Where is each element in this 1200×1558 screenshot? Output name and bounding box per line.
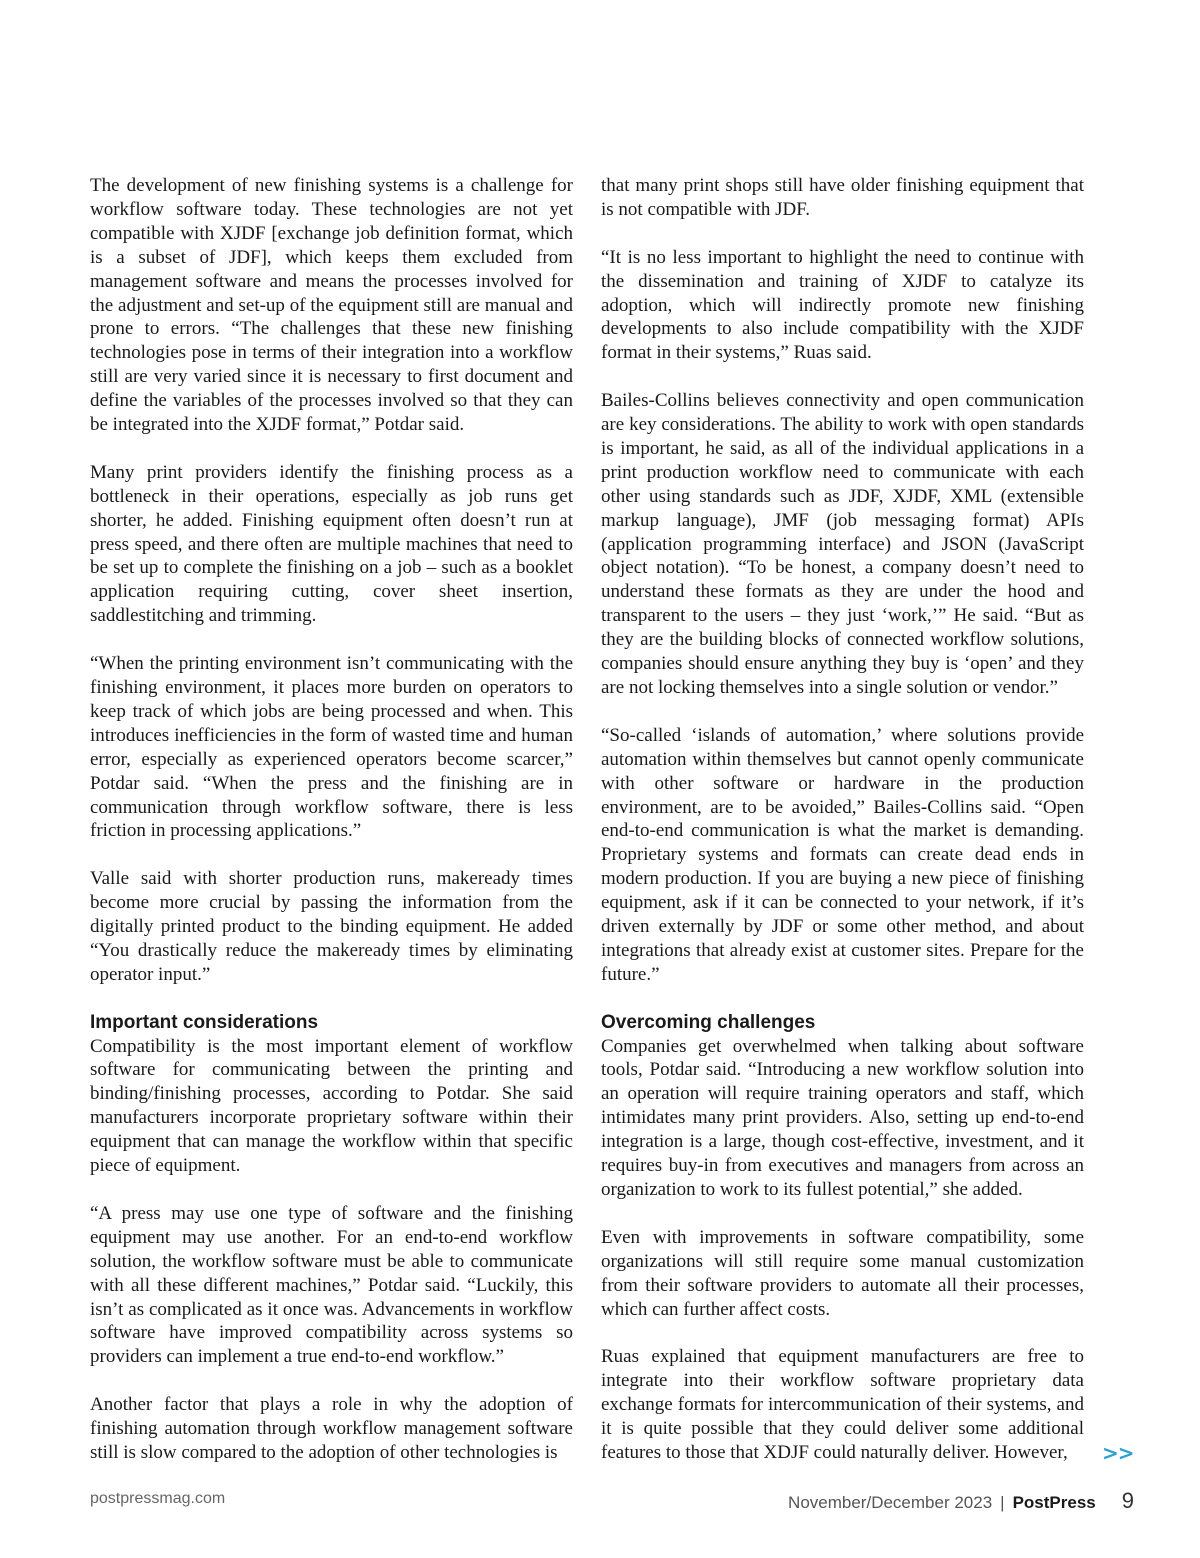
body-paragraph: Valle said with shorter production runs, makeready times become more crucial by passing the information from the digitally printed product to the binding equipment. He added “You drastically reduce the makeready times by eliminating operator input.” (90, 868, 573, 985)
footer-website: postpressmag.com (90, 1490, 226, 1507)
body-paragraph: Companies get overwhelmed when talking about software tools, Potdar said. “Introducing a new workflow solution into an operation will require training operators and staff, which intimidates many print providers. Also, setting up end-to-end integration is a large, though cost-effective, investment, and it requires buy-in from executives and managers from across an organization to work to its fullest potential,” she added. (601, 1035, 1084, 1200)
body-paragraph: “It is no less important to highlight the need to continue with the dissemination and training of XJDF to catalyze its adoption, which will indirectly promote new finishing developments to also include compatibility with the XJDF format in their systems,” Ruas said. (601, 246, 1084, 364)
body-paragraph: Many print providers identify the finishing process as a bottleneck in their operations, especially as job runs get shorter, he added. Finishing equipment often doesn’t run at press speed, and there often are multiple machines that need to be set up to complete the finishing on a job – such as a booklet application requiring cutting, cover sheet insertion, saddlestitching and trimming. (90, 461, 573, 627)
body-paragraph: that many print shops still have older finishing equipment that is not compatible with JDF. (601, 175, 1084, 220)
body-paragraph: Another factor that plays a role in why the adoption of finishing automation through workflow management software still is slow compared to the adoption of other technologies is (90, 1394, 573, 1463)
section-heading-overcoming-challenges: Overcoming challenges (601, 1011, 816, 1033)
continue-arrow-icon: >> (1102, 1441, 1134, 1465)
footer-issue-info (788, 1488, 1134, 1514)
footer-publication: PostPress (1012, 1493, 1096, 1512)
body-paragraph: Bailes-Collins believes connectivity and open communication are key considerations. The ability to work with open standards is important, he said, as all of the individual applications in a print production workflow need to communicate with each other using standards such as JDF, XJDF, XML (extensible markup language), JMF (job messaging format) APIs (application programming interface) and JSON (JavaScript object notation). “To be honest, a company doesn’t need to understand these formats as they are under the hood and transparent to the users – they just ‘work,’” He said. “But as they are the building blocks of connected workflow solutions, companies should ensure anything they buy is ‘open’ and they are not locking themselves into a single solution or vendor.” (601, 390, 1084, 698)
footer-separator: | (1000, 1493, 1005, 1512)
footer-issue-date: November/December 2023 (788, 1493, 993, 1512)
body-paragraph: “When the printing environment isn’t communicating with the finishing environment, it places more burden on operators to keep track of which jobs are being processed and when. This introduces inefficiencies in the form of wasted time and human error, especially as experienced operators become scarcer,” Potdar said. “When the press and the finishing are in communication through workflow software, there is less friction in processing applications.” (90, 653, 573, 842)
page-number: 9 (1121, 1488, 1134, 1513)
section-heading-important-considerations: Important considerations (90, 1011, 319, 1033)
body-paragraph: “So-called ‘islands of automation,’ where solutions provide automation within themselves but cannot openly communicate with other software or hardware in the production environment, are to be avoided,” Bailes-Collins said. “Open end-to-end communication is what the market is demanding. Proprietary systems and formats can create dead ends in modern production. If you are buying a new piece of finishing equipment, ask if it can be connected to your network, if it’s driven externally by JDF or some other method, and about integrations that already exist at customer sites. Prepare for the future.” (601, 724, 1084, 985)
body-paragraph: Even with improvements in software compatibility, some organizations will still require some manual customization from their software providers to automate all their processes, which can further affect costs. (601, 1226, 1084, 1320)
body-paragraph: Ruas explained that equipment manufacturers are free to integrate into their workflow software proprietary data exchange formats for intercommunication of their systems, and it is quite possible that they could deliver some additional features to those that XDJF could naturally deliver. However, (601, 1346, 1084, 1463)
body-paragraph: Compatibility is the most important element of workflow software for communicating between the printing and binding/finishing processes, according to Potdar. She said manufacturers incorporate proprietary software within their equipment that can manage the workflow within that specific piece of equipment. (90, 1035, 573, 1177)
left-column (90, 174, 573, 1465)
body-paragraph: The development of new finishing systems is a challenge for workflow software today. These technologies are not yet compatible with XJDF [exchange job definition format, which is a subset of JDF], which keeps them excluded from management software and means the processes involved for the adjustment and set-up of the equipment still are manual and prone to errors. “The challenges that these new finishing technologies pose in terms of their integration into a workflow still are very varied since it is necessary to first document and define the variables of the processes involved so that they can be integrated into the XJDF format,” Potdar said. (90, 175, 573, 436)
right-column (601, 174, 1084, 1465)
body-paragraph: “A press may use one type of software and the finishing equipment may use another. For an end-to-end workflow solution, the workflow software must be able to communicate with all these different machines,” Potdar said. “Luckily, this isn’t as complicated as it once was. Advancements in workflow software have improved compatibility across systems so providers can implement a true end-to-end workflow.” (90, 1202, 573, 1368)
